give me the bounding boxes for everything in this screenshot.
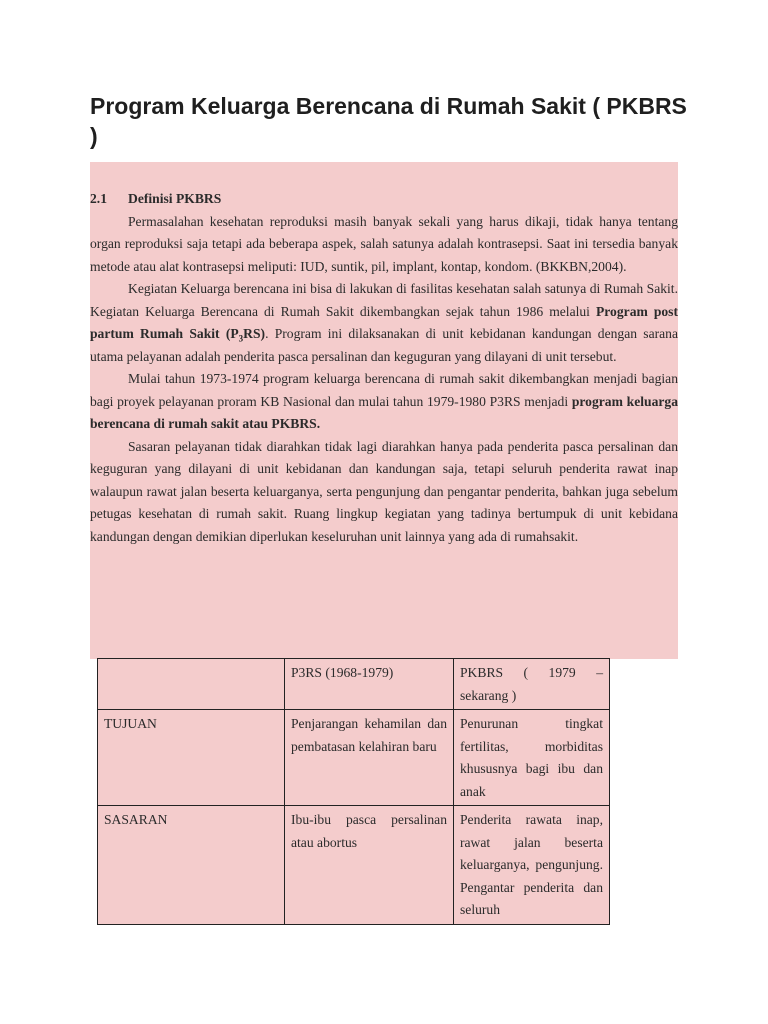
table-cell: Penjarangan kehamilan dan pembatasan kelahiran baru: [285, 710, 454, 806]
section-number: 2.1: [90, 191, 107, 206]
comparison-table: [97, 658, 610, 925]
section-heading: [90, 188, 678, 211]
paragraph-4: Sasaran pelayanan tidak diarahkan tidak lagi diarahkan hanya pada penderita pasca persalinan dan keguguran yang dilayani di unit kebidanan dan kandungan saja, tetapi seluruh penderita rawat inap walaupun rawat jalan beserta keluarganya, serta pengunjung dan pengantar penderita, bahkan juga sebelum petugas kesehatan di rumah sakit. Ruang lingkup kegiatan yang tadinya bertumpuk di unit kebidana kandungan dengan demikian diperlukan keseluruhan unit lainnya yang ada di rumahsakit.: [90, 438, 678, 544]
table-header-cell: [98, 659, 285, 710]
table-header-row: [98, 659, 610, 710]
paragraph-3: [90, 368, 678, 436]
table-row: [98, 710, 610, 806]
table-cell: Ibu-ibu pasca persalinan atau abortus: [285, 806, 454, 925]
table-row: [98, 806, 610, 925]
section-body: [90, 188, 678, 548]
table-header-cell: PKBRS ( 1979 – sekarang ): [454, 659, 610, 710]
paragraph-2-subscript: 3: [238, 333, 244, 344]
table-row-label: TUJUAN: [98, 710, 285, 806]
paragraph-2-text-a: Kegiatan Keluarga berencana ini bisa di lakukan di fasilitas kesehatan salah satunya di Rumah Sakit. Kegiatan Keluarga Berencana di Rumah Sakit dikembangkan sejak tahun 1986 melalui: [90, 281, 678, 319]
paragraph-2: [90, 278, 678, 368]
section-heading-text: Definisi PKBRS: [128, 191, 222, 206]
table-cell: Penderita rawata inap, rawat jalan beserta keluarganya, pengunjung. Pengantar penderita dan seluruh: [454, 806, 610, 925]
table-cell: Penurunan tingkat fertilitas, morbiditas khususnya bagi ibu dan anak: [454, 710, 610, 806]
table-row-label: SASARAN: [98, 806, 285, 925]
paragraph-2-bold-a: Program post partum Rumah Sakit (P: [90, 303, 678, 341]
paragraph-2-text-b: . Program ini dilaksanakan di unit kebidanan kandungan dengan sarana utama pelayanan adalah penderita pasca persalinan dan keguguran yang dilayani di unit tersebut.: [90, 326, 679, 364]
paragraph-3-text: Mulai tahun 1973-1974 program keluarga berencana di rumah sakit dikembangkan menjadi bagian bagi proyek pelayanan proram KB Nasional dan mulai tahun 1979-1980 P3RS menjadi: [90, 371, 678, 409]
table-header-cell: P3RS (1968-1979): [285, 659, 454, 710]
paragraph-2-bold-b: RS): [243, 326, 266, 341]
paragraph-3-bold: program keluarga berencana di rumah sakit atau PKBRS.: [90, 393, 678, 431]
document-title: Program Keluarga Berencana di Rumah Sakit ( PKBRS ): [90, 93, 687, 149]
paragraph-1: Permasalahan kesehatan reproduksi masih banyak sekali yang harus dikaji, tidak hanya tentang organ reproduksi saja tetapi ada beberapa aspek, salah satunya adalah kontrasepsi. Saat ini tersedia banyak metode atau alat kontrasepsi meliputi: IUD, suntik, pil, implant, kontap, kondom. (BKKBN,2004).: [90, 213, 678, 274]
